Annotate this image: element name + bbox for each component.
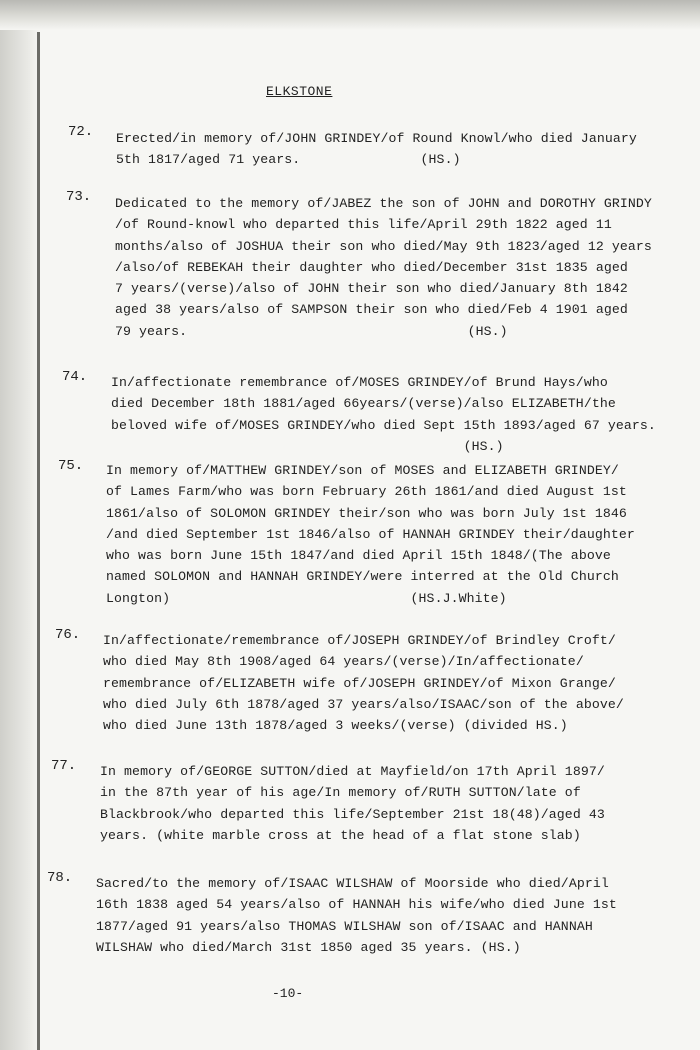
entry-text bbox=[116, 128, 637, 171]
entry-line: In memory of/GEORGE SUTTON/died at Mayfield/on 17th April 1897/ bbox=[100, 764, 605, 779]
section-heading: ELKSTONE bbox=[266, 84, 333, 99]
entry-line: 5th 1817/aged 71 years. (HS.) bbox=[116, 152, 461, 168]
entry-text bbox=[115, 193, 652, 342]
entry-line: died December 18th 1881/aged 66years/(verse)/also ELIZABETH/the bbox=[111, 396, 616, 412]
entry-line: /and died September 1st 1846/also of HANNAH GRINDEY their/daughter bbox=[106, 526, 635, 542]
entry-line: 1861/also of SOLOMON GRINDEY their/son who was born July 1st 1846 bbox=[106, 505, 627, 521]
entry-number: 72. bbox=[68, 124, 94, 140]
entry-line: Dedicated to the memory of/JABEZ the son of JOHN and DOROTHY GRINDY bbox=[115, 196, 652, 211]
entry-line: 79 years. (HS.) bbox=[115, 323, 508, 339]
entry-number: 75. bbox=[58, 458, 84, 474]
entry-text bbox=[111, 372, 656, 457]
entry-number: 78. bbox=[47, 870, 73, 886]
entry-line: aged 38 years/also of SAMPSON their son who died/Feb 4 1901 aged bbox=[115, 302, 628, 318]
entry-line: In/affectionate remembrance of/MOSES GRINDEY/of Brund Hays/who bbox=[111, 375, 608, 390]
entry-line: months/also of JOSHUA their son who died/May 9th 1823/aged 12 years bbox=[115, 238, 652, 254]
entry-line: 1877/aged 91 years/also THOMAS WILSHAW son of/ISAAC and HANNAH bbox=[96, 918, 593, 934]
entry-number: 76. bbox=[55, 627, 81, 643]
entry-line: remembrance of/ELIZABETH wife of/JOSEPH GRINDEY/of Mixon Grange/ bbox=[103, 675, 616, 691]
entry-line: Longton) (HS.J.White) bbox=[106, 590, 507, 606]
entry-line: beloved wife of/MOSES GRINDEY/who died Sept 15th 1893/aged 67 years. bbox=[111, 417, 656, 433]
entry-line: In memory of/MATTHEW GRINDEY/son of MOSES and ELIZABETH GRINDEY/ bbox=[106, 463, 619, 478]
entry-line: who died May 8th 1908/aged 64 years/(verse)/In/affectionate/ bbox=[103, 654, 584, 670]
entry-line: /also/of REBEKAH their daughter who died/December 31st 1835 aged bbox=[115, 259, 628, 275]
entry-line: (HS.) bbox=[111, 438, 504, 454]
entry-line: in the 87th year of his age/In memory of/RUTH SUTTON/late of bbox=[100, 785, 581, 801]
scan-left-margin bbox=[0, 30, 40, 1050]
entry-line: who died June 13th 1878/aged 3 weeks/(verse) (divided HS.) bbox=[103, 718, 568, 734]
entry-line: Blackbrook/who departed this life/September 21st 18(48)/aged 43 bbox=[100, 806, 605, 822]
entry-number: 73. bbox=[66, 189, 92, 205]
entry-text bbox=[96, 873, 617, 958]
entry-line: In/affectionate/remembrance of/JOSEPH GRINDEY/of Brindley Croft/ bbox=[103, 633, 616, 648]
entry-line: Sacred/to the memory of/ISAAC WILSHAW of Moorside who died/April bbox=[96, 876, 609, 891]
binding-line bbox=[37, 32, 40, 1050]
entry-line: Erected/in memory of/JOHN GRINDEY/of Round Knowl/who died January bbox=[116, 131, 637, 146]
entry-text bbox=[103, 630, 624, 736]
entry-line: named SOLOMON and HANNAH GRINDEY/were interred at the Old Church bbox=[106, 569, 619, 585]
scan-top-shadow bbox=[0, 0, 700, 30]
entry-number: 74. bbox=[62, 369, 88, 385]
entry-line: years. (white marble cross at the head of a flat stone slab) bbox=[100, 827, 581, 843]
entry-line: WILSHAW who died/March 31st 1850 aged 35 years. (HS.) bbox=[96, 939, 521, 955]
entry-text bbox=[106, 460, 635, 609]
entry-line: 7 years/(verse)/also of JOHN their son who died/January 8th 1842 bbox=[115, 281, 628, 297]
entry-line: who died July 6th 1878/aged 37 years/also/ISAAC/son of the above/ bbox=[103, 696, 624, 712]
entry-text bbox=[100, 761, 605, 846]
entry-line: who was born June 15th 1847/and died April 15th 1848/(The above bbox=[106, 548, 611, 564]
page-number: -10- bbox=[272, 986, 304, 1001]
entry-line: /of Round-knowl who departed this life/April 29th 1822 aged 11 bbox=[115, 217, 612, 233]
entry-number: 77. bbox=[51, 758, 77, 774]
entry-line: of Lames Farm/who was born February 26th 1861/and died August 1st bbox=[106, 484, 627, 500]
entry-line: 16th 1838 aged 54 years/also of HANNAH his wife/who died June 1st bbox=[96, 897, 617, 913]
